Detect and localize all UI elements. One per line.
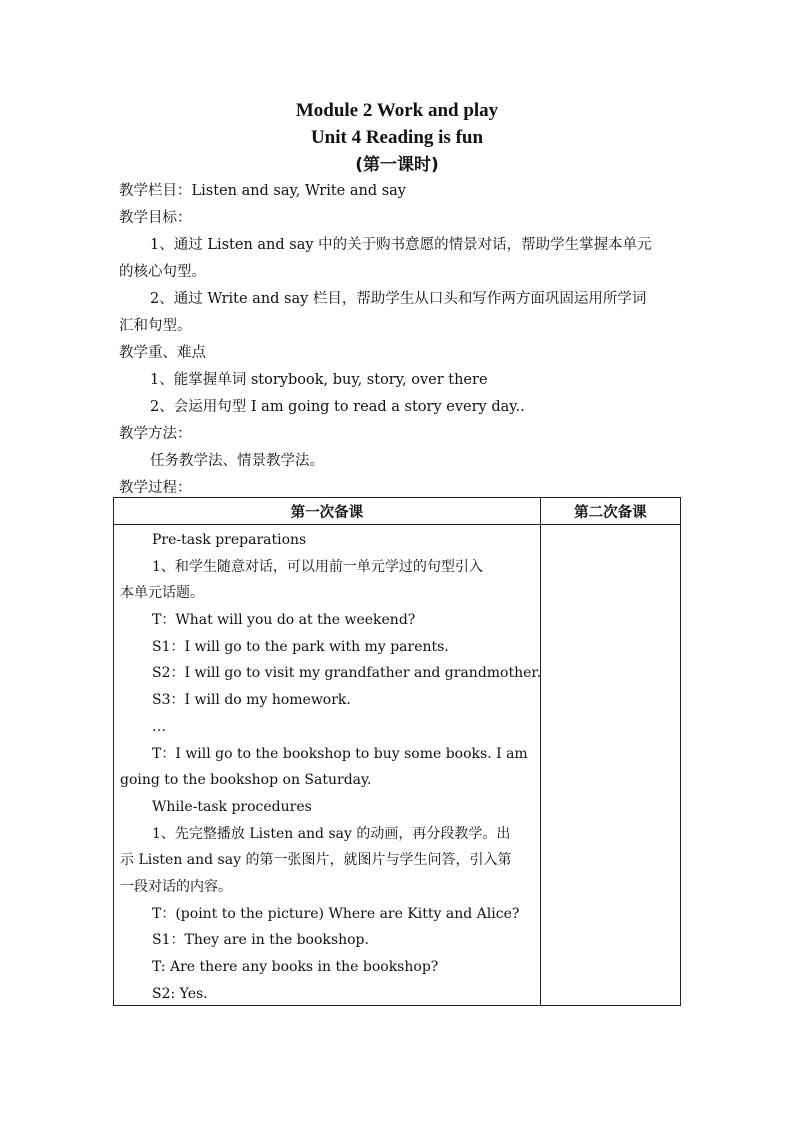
unit-title: Unit 4 Reading is fun <box>310 127 484 148</box>
objective-1-line-b: 的核心句型。 <box>119 264 206 280</box>
table-line: 一段对话的内容。 <box>120 878 232 895</box>
table-line: 1、先完整播放 Listen and say 的动画，再分段教学。出 <box>152 825 511 842</box>
table-line: S3：I will do my homework. <box>152 692 351 709</box>
objective-1-line-a: 1、通过 Listen and say 中的关于购书意愿的情景对话，帮助学生掌握本单元 <box>150 237 652 253</box>
table-line: S1：I will go to the park with my parents. <box>152 638 449 655</box>
table-line: Pre-task preparations <box>152 532 307 548</box>
methods-text: 任务教学法、情景教学法。 <box>150 453 324 469</box>
objectives-label: 教学目标： <box>119 210 192 226</box>
table-line: … <box>152 718 166 735</box>
lesson-process-table <box>113 497 681 1006</box>
intro-section <box>119 178 677 502</box>
section-label: 教学栏目：Listen and say, Write and say <box>119 183 406 199</box>
keypoint-2: 2、会运用句型 I am going to read a story every day.. <box>150 399 525 415</box>
table-line: T：What will you do at the weekend? <box>152 612 416 629</box>
methods-label: 教学方法： <box>119 426 192 442</box>
keypoint-1: 1、能掌握单词 storybook, buy, story, over there <box>150 372 488 388</box>
table-line: T：(point to the picture) Where are Kitty and Alice? <box>152 905 520 922</box>
table-header-row <box>114 498 681 525</box>
header-second-prep: 第二次备课 <box>540 498 680 525</box>
table-line: S2：I will go to visit my grandfather and grandmother. <box>152 665 542 682</box>
table-line: T：I will go to the bookshop to buy some books. I am <box>152 745 528 762</box>
table-line: S1：They are in the bookshop. <box>152 932 369 949</box>
module-title: Module 2 Work and play <box>295 100 499 121</box>
objective-2-line-b: 汇和句型。 <box>119 318 192 334</box>
table-line: While-task procedures <box>152 798 312 815</box>
table-line: 本单元话题。 <box>120 585 204 602</box>
table-line: going to the bookshop on Saturday. <box>120 772 372 789</box>
table-line: 1、和学生随意对话，可以用前一单元学过的句型引入 <box>152 558 483 575</box>
objective-2-line-a: 2、通过 Write and say 栏目，帮助学生从口头和写作两方面巩固运用所学词 <box>150 291 647 307</box>
keypoints-label: 教学重、难点 <box>119 345 206 361</box>
table-line: S2: Yes. <box>152 985 208 1002</box>
table-line: T: Are there any books in the bookshop? <box>152 959 439 975</box>
first-prep-cell <box>114 525 541 1006</box>
header-first-prep: 第一次备课 <box>114 498 541 525</box>
table-line: 示 Listen and say 的第一张图片，就图片与学生问答，引入第 <box>120 852 512 869</box>
lesson-subtitle: (第一课时) <box>355 155 439 175</box>
table-row <box>114 525 681 1006</box>
second-prep-cell <box>540 525 680 1006</box>
process-label: 教学过程： <box>119 480 192 496</box>
